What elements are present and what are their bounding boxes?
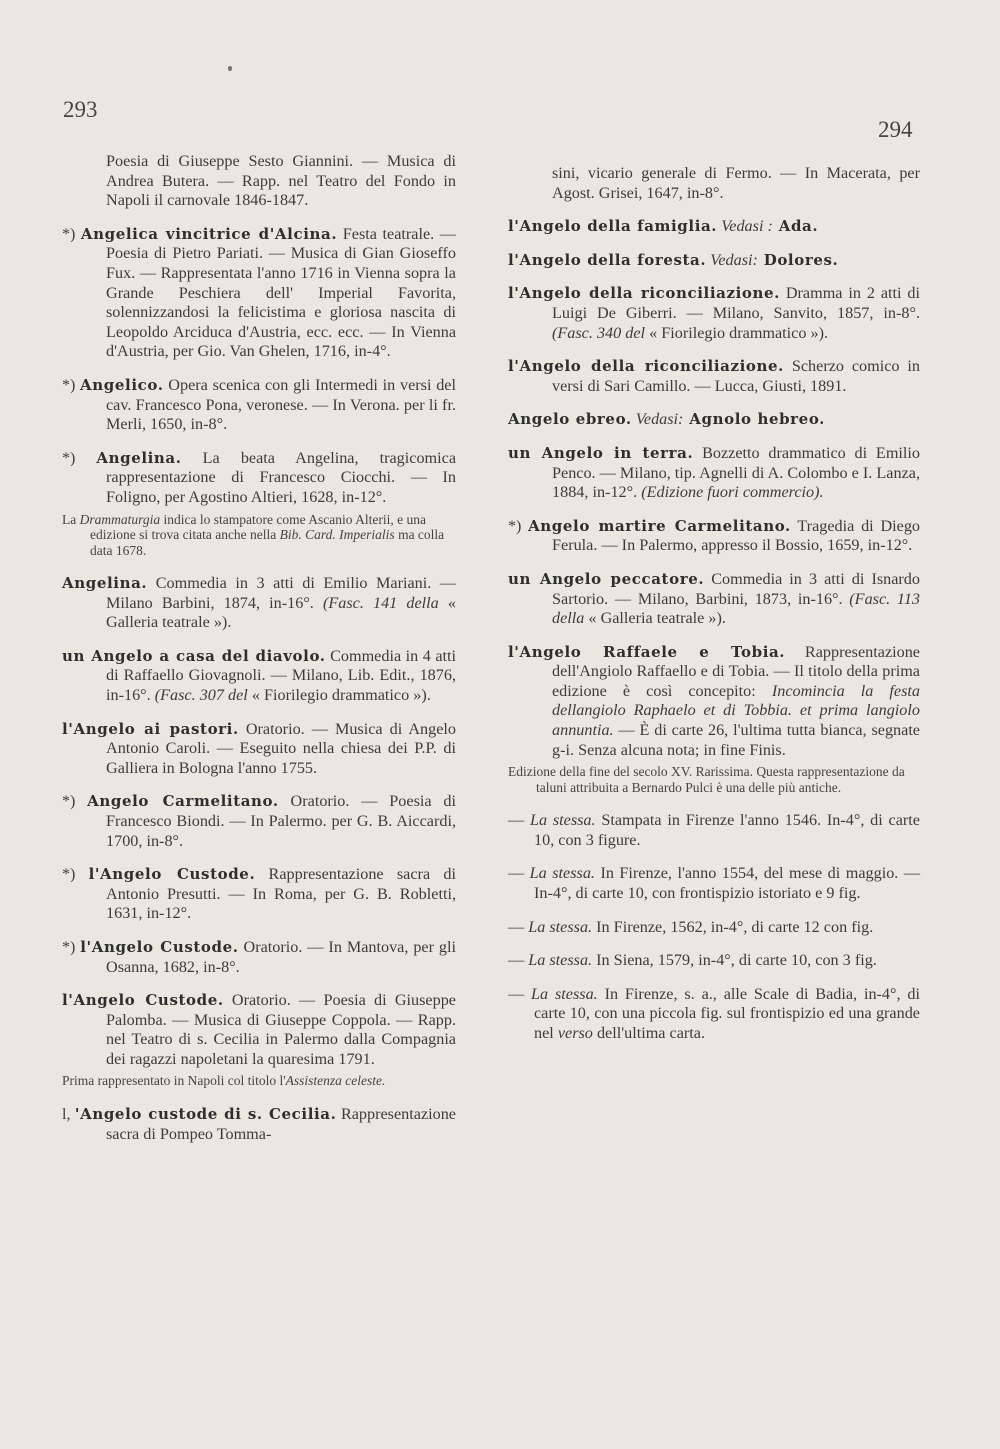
catalog-entry: [62, 225, 456, 362]
entry-text: Oratorio. — Poesia di Giuseppe Palomba. — Musica di Giuseppe Coppola. — Rapp. nel Teatro di s. Cecilia in Palermo dalla Compagnia dei ragazzi napoletani la quaresima 1791.: [106, 991, 456, 1068]
entry-marker: l,: [62, 1105, 75, 1123]
entry-text: Commedia in 4 atti di Raffaello Giovagnoli. — Milano, Lib. Edit., 1876, in-16°.: [106, 646, 456, 704]
entry-text: Commedia in 3 atti di Emilio Mariani. — Milano Barbini, 1874, in-16°.: [106, 574, 456, 612]
entry-continuation: [508, 164, 920, 203]
note-text: —: [508, 951, 529, 970]
note-text: In Siena, 1579, in-4°, di carte 10, con 3 fig.: [592, 951, 877, 970]
catalog-entry: [508, 284, 920, 343]
entry-crossref: Agnolo hebreo.: [683, 410, 825, 429]
entry-body: [62, 449, 456, 508]
entry-body: [62, 225, 456, 362]
edition-item: [508, 918, 920, 938]
note-text: dell'ultima carta.: [592, 1024, 706, 1042]
entry-text: Festa teatrale. — Poesia di Pietro Pariati. — Musica di Gian Gioseffo Fux. — Rappresentata l'anno 1716 in Vienna sopra la Grande Peschiera dell' Imperial Favorita, solennizzandosi la felicistima e gloriosa nascita di Leopoldo Arciduca d'Austria, ecc. ecc. — In Vienna d'Austria, per Gio. Van Ghelen, 1716, in-4°.: [106, 224, 456, 361]
edition-item: [508, 951, 920, 971]
catalog-entry: [508, 251, 920, 271]
entry-body: [508, 284, 920, 343]
entry-italic: Incomincia la festa dellangiolo Raphaelo et di Tobbia. et prima langiolo annuntia.: [552, 681, 921, 740]
footnote: [62, 1073, 456, 1089]
entry-heading: un Angelo peccatore.: [508, 569, 705, 588]
entry-text: sini, vicario generale di Fermo. — In Macerata, per Agost. Grisei, 1647, in-8°.: [552, 164, 920, 202]
entry-crossref: Dolores.: [757, 250, 839, 269]
catalog-entry: [508, 410, 920, 430]
entry-tail: « Fiorilegio drammatico »).: [645, 323, 829, 342]
entry-text: Scherzo comico in versi di Sari Camillo. — Lucca, Giusti, 1891.: [552, 357, 921, 395]
entry-body: [62, 376, 456, 435]
entry-continuation: [62, 152, 456, 211]
entry-heading: Angelo martire Carmelitano.: [528, 516, 791, 535]
entry-text: Oratorio. — Poesia di Francesco Biondi. — In Palermo. per G. B. Aiccardi, 1700, in-8°.: [106, 792, 456, 850]
edition-item: [508, 985, 920, 1044]
entry-heading: l'Angelo Custode.: [62, 991, 224, 1010]
footnote: [508, 764, 920, 795]
note-text: In Firenze, s. a., alle Scale di Badia, in-4°, di carte 10, con una piccola fig. sul frontispizio ed una grande nel: [534, 984, 920, 1042]
note-text: —: [508, 984, 532, 1003]
entry-body: [508, 643, 920, 761]
catalog-entry: [62, 865, 456, 924]
entry-italic: Vedasi:: [710, 250, 758, 269]
entry-body: [508, 517, 920, 556]
entry-heading: Angelico.: [80, 375, 164, 394]
footnote: [62, 512, 456, 559]
note-text: Prima rappresentato in Napoli col titolo l': [62, 1073, 286, 1089]
entry-text: Oratorio. — In Mantova, per gli Osanna, 1682, in-8°.: [106, 937, 457, 976]
entry-body: [62, 792, 456, 851]
entry-body: [62, 1105, 456, 1144]
entry-tail: « Fiorilegio drammatico »).: [247, 685, 431, 704]
entry-body: [508, 444, 920, 503]
entry-text: Rappresentazione sacra di Antonio Presutti. — In Roma, per G. B. Robletti, 1631, in-12°.: [106, 865, 456, 923]
note-text: Edizione della fine del secolo XV. Rarissima. Questa rappresentazione da taluni attribuita a Bernardo Pulci è una delle più antiche.: [508, 764, 905, 795]
entry-italic: (Fasc. 340 del: [552, 323, 646, 342]
note-text: In Firenze, 1562, in-4°, di carte 12 con fig.: [592, 917, 874, 936]
entry-heading: Angelica vincitrice d'Alcina.: [80, 224, 338, 243]
note-text: ma colla data 1678.: [90, 527, 445, 558]
catalog-entry: [62, 647, 456, 706]
entry-heading: Angelina.: [62, 574, 148, 592]
entry-heading: Angelo ebreo.: [508, 410, 632, 429]
entry-heading: l'Angelo della famiglia.: [508, 217, 718, 236]
catalog-entry: [62, 792, 456, 851]
entry-marker: *): [62, 866, 89, 884]
entry-italic: (Fasc. 141 della: [322, 593, 439, 612]
entry-italic: Vedasi:: [635, 410, 684, 429]
entry-body: [508, 217, 920, 237]
entry-text: Poesia di Giuseppe Sesto Giannini. — Musica di Andrea Butera. — Rapp. nel Teatro del Fondo in Napoli il carnovale 1846-1847.: [106, 152, 456, 210]
entry-heading: l'Angelo della riconciliazione.: [508, 284, 780, 303]
entry-text: Oratorio. — Musica di Angelo Antonio Caroli. — Eseguito nella chiesa dei P.P. di Galliera in Bologna l'anno 1755.: [106, 719, 456, 777]
note-text: La: [62, 511, 80, 527]
entry-body: [62, 647, 456, 706]
page-number-left: 293: [63, 97, 98, 122]
print-smudge: [228, 66, 232, 71]
note-text: indica lo stampatore come Ascanio Alterii, e una edizione si trova citata anche nella: [90, 511, 426, 542]
catalog-entry: [62, 376, 456, 435]
entry-marker: *): [62, 376, 81, 394]
entry-text: Dramma in 2 atti di Luigi De Giberri. — Milano, Sanvito, 1857, in-8°.: [552, 284, 921, 322]
entry-body: [62, 865, 456, 924]
entry-body: [508, 410, 920, 430]
entry-body: [62, 991, 456, 1069]
entry-body: [508, 570, 920, 629]
entry-text: Tragedia di Diego Ferula. — In Palermo, appresso il Bossio, 1659, in-12°.: [552, 516, 921, 555]
note-text: Stampata in Firenze l'anno 1546. In-4°, di carte 10, con 3 figure.: [534, 811, 920, 849]
left-column: [62, 152, 456, 1158]
entry-heading: Angelina.: [96, 448, 182, 467]
entry-italic: (Fasc. 113 della: [552, 589, 921, 628]
entry-marker: *): [62, 225, 81, 243]
entry-heading: l'Angelo Custode.: [80, 937, 239, 956]
entry-italic: Vedasi :: [721, 217, 773, 236]
catalog-entry: [62, 938, 456, 977]
catalog-entry: [62, 574, 456, 633]
note-text: In Firenze, l'anno 1554, del mese di maggio. — In-4°, di carte 10, con frontispizio istoriato e 9 fig.: [534, 864, 921, 903]
page-number-right: 294: [878, 117, 913, 142]
note-italic: Assistenza celeste.: [285, 1073, 386, 1089]
catalog-entry: [62, 991, 456, 1069]
note-italic: La stessa.: [528, 951, 593, 970]
edition-item: [508, 811, 920, 850]
entry-italic: (Fasc. 307 del: [154, 685, 248, 704]
entry-tail: « Galleria teatrale »).: [584, 609, 726, 628]
entry-heading: l'Angelo Custode.: [88, 865, 256, 884]
entry-text: Rappresentazione sacra di Pompeo Tomma-: [106, 1104, 456, 1143]
entry-heading: l'Angelo Raffaele e Tobia.: [508, 642, 786, 661]
entry-body: [62, 938, 456, 977]
entry-tail: « Galleria teatrale »).: [106, 593, 456, 632]
catalog-entry: [508, 570, 920, 629]
entry-heading: l'Angelo della riconciliazione.: [508, 357, 784, 376]
entry-text: Bozzetto drammatico di Emilio Penco. — Milano, tip. Agnelli di A. Colombo e I. Lanza, 1884, in-12°.: [552, 443, 920, 502]
note-italic: verso: [557, 1024, 593, 1042]
entry-heading: 'Angelo custode di s. Cecilia.: [74, 1104, 337, 1123]
entry-marker: *): [62, 938, 81, 956]
entry-text: Rappresentazione dell'Angiolo Raffaello e di Tobia. — Il titolo della prima edizione è così concepito:: [552, 642, 920, 700]
entry-body: [62, 574, 456, 633]
entry-heading: Angelo Carmelitano.: [87, 792, 279, 811]
entry-marker: *): [62, 793, 88, 811]
entry-heading: un Angelo a casa del diavolo.: [62, 646, 326, 665]
entry-heading: l'Angelo ai pastori.: [62, 719, 239, 738]
note-italic: Drammaturgia: [79, 511, 161, 527]
entry-text: Commedia in 3 atti di Isnardo Sartorio. — Milano, Barbini, 1873, in-16°.: [552, 569, 920, 608]
note-italic: La stessa.: [531, 984, 598, 1003]
catalog-entry: [508, 217, 920, 237]
catalog-entry: [62, 449, 456, 508]
catalog-entry: [508, 517, 920, 556]
entry-tail: — È di carte 26, l'ultima tutta bianca, segnate g-i. Senza alcuna nota; in fine Finis.: [552, 721, 920, 759]
entry-body: [508, 357, 920, 396]
note-text: —: [508, 864, 530, 883]
right-column: [508, 164, 920, 1058]
note-italic: La stessa.: [528, 917, 593, 936]
entry-text: Opera scenica con gli Intermedi in versi del cav. Francesco Pona, veronese. — In Verona. per li fr. Merli, 1650, in-8°.: [106, 375, 456, 434]
entry-body: [62, 720, 456, 779]
note-text: —: [508, 917, 529, 936]
note-text: —: [508, 811, 530, 830]
note-italic: Bib. Card. Imperialis: [279, 527, 395, 542]
entry-heading: un Angelo in terra.: [508, 443, 694, 462]
note-italic: La stessa.: [529, 811, 596, 830]
entry-crossref: Ada.: [772, 217, 819, 236]
entry-italic: (Edizione fuori commercio).: [641, 483, 824, 502]
entry-heading: l'Angelo della foresta.: [508, 250, 707, 269]
catalog-entry: [62, 1105, 456, 1144]
catalog-entry: [508, 643, 920, 761]
catalog-entry: [62, 720, 456, 779]
entry-marker: *): [62, 449, 97, 467]
catalog-entry: [508, 444, 920, 503]
entry-body: [508, 251, 920, 271]
entry-text: La beata Angelina, tragicomica rappresentazione di Francesco Ciocchi. — In Foligno, per Agostino Altieri, 1628, in-12°.: [106, 448, 457, 506]
catalog-entry: [508, 357, 920, 396]
entry-marker: *): [508, 517, 529, 535]
edition-item: [508, 864, 920, 903]
note-italic: La stessa.: [529, 864, 595, 883]
